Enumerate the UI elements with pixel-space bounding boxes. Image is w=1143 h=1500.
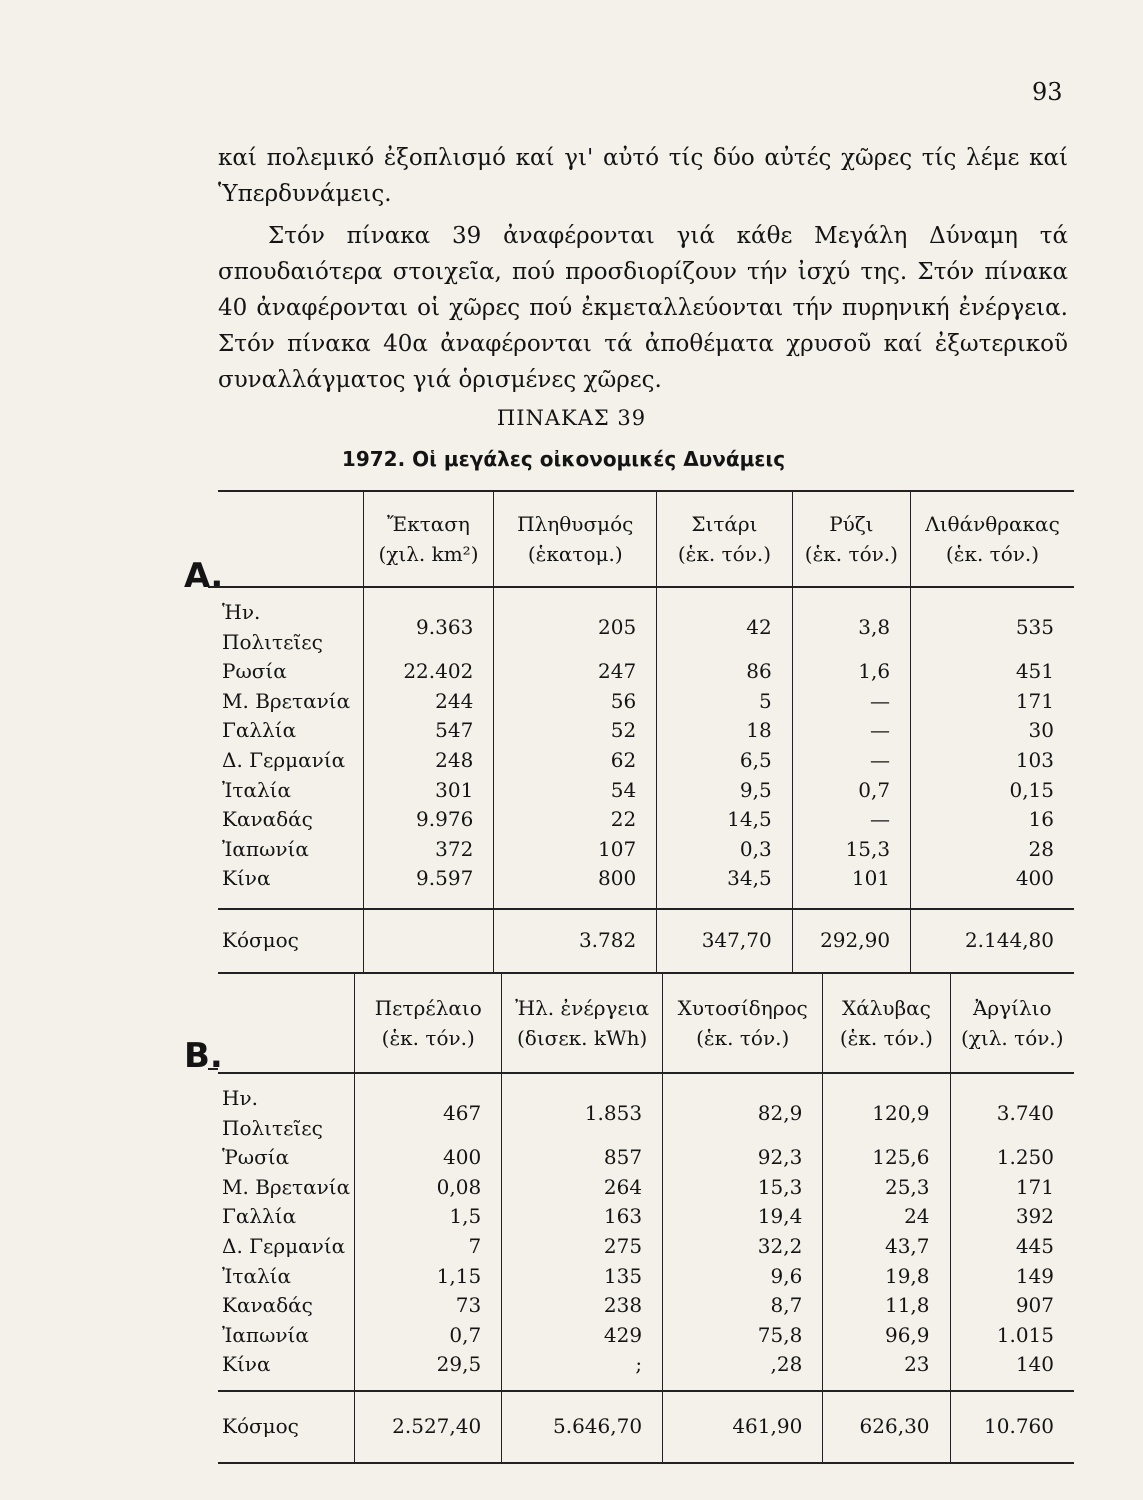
table-b-value-cell: 43,7	[823, 1232, 950, 1262]
table-b-value-cell: 171	[950, 1173, 1074, 1203]
table-b-country-cell: Μ. Βρετανία	[222, 1174, 351, 1199]
table-a-value-cell: —	[792, 805, 910, 835]
page-number: 93	[1032, 78, 1063, 106]
table-section-a	[218, 490, 1074, 974]
table-b-row	[218, 1262, 1074, 1292]
table-b-country-cell: Ἰταλία	[222, 1263, 292, 1288]
table-b-country-cell: Ῥωσία	[222, 1145, 290, 1170]
table-a-value-cell: 22	[494, 805, 657, 835]
table-a-value-cell: 22.402	[363, 657, 494, 687]
table-a-value-cell: 34,5	[657, 864, 792, 909]
table-b-value-cell: 25,3	[823, 1173, 950, 1203]
table-b-total-cell: 2.527,40	[355, 1391, 502, 1463]
table-b-value-cell: 82,9	[663, 1073, 823, 1143]
table-a-value-cell: 9.597	[363, 864, 494, 909]
table-b-value-cell: 1.853	[502, 1073, 663, 1143]
table-a-value-cell: 54	[494, 776, 657, 806]
table-b-value-cell: 92,3	[663, 1143, 823, 1173]
table-a-header-population: Πληθυσμός (ἑκατομ.)	[494, 491, 657, 587]
table-b-value-cell: 8,7	[663, 1291, 823, 1321]
table-a-value-cell: 800	[494, 864, 657, 909]
table-b-total-cell: 461,90	[663, 1391, 823, 1463]
table-a-value-cell: 6,5	[657, 746, 792, 776]
table-b-value-cell: 264	[502, 1173, 663, 1203]
table-a-header-country	[218, 491, 363, 587]
table-a-country-cell: Ἡν. Πολιτεῖες	[222, 600, 323, 654]
table-a-value-cell: 5	[657, 687, 792, 717]
table-a-value-cell: 9,5	[657, 776, 792, 806]
table-a-country-cell: Ρωσία	[222, 659, 287, 684]
table-b-value-cell: 0,08	[355, 1173, 502, 1203]
table-b-value-cell: 15,3	[663, 1173, 823, 1203]
table-a-row	[218, 805, 1074, 835]
table-b-value-cell: 1,5	[355, 1202, 502, 1232]
table-b-value-cell: 467	[355, 1073, 502, 1143]
table-b-value-cell: 125,6	[823, 1143, 950, 1173]
table-b-row	[218, 1321, 1074, 1351]
intro-paragraph: καί πολεμικό ἐξοπλισμό καί γι' αὐτό τίς δύο αὐτές χῶρες τίς λέμε καί Ὑπερδυνάμεις.	[218, 145, 1068, 207]
table-b-header-oil: Πετρέλαιο (ἑκ. τόν.)	[355, 973, 502, 1073]
table-b-value-cell: 1.015	[950, 1321, 1074, 1351]
table-a-value-cell: —	[792, 746, 910, 776]
table-b-total-row	[218, 1391, 1074, 1463]
table-a-country-cell: Μ. Βρετανία	[222, 688, 351, 713]
table-a-value-cell: 0,15	[911, 776, 1074, 806]
table-a-row	[218, 687, 1074, 717]
table-b-value-cell: 445	[950, 1232, 1074, 1262]
table-b-value-cell: 11,8	[823, 1291, 950, 1321]
table-b-value-cell: 0,7	[355, 1321, 502, 1351]
table-b-value-cell: 29,5	[355, 1350, 502, 1391]
table-b-header-steel: Χάλυβας (ἑκ. τόν.)	[823, 973, 950, 1073]
table-a-total-row	[218, 909, 1074, 973]
table-a-country-cell: Γαλλία	[222, 718, 297, 743]
table-a-header-coal: Λιθάνθρακας (ἑκ. τόν.)	[911, 491, 1074, 587]
table-a-header-wheat: Σιτάρι (ἑκ. τόν.)	[657, 491, 792, 587]
table-b-value-cell: 149	[950, 1262, 1074, 1292]
table-b-value-cell: ;	[502, 1350, 663, 1391]
table-b-header-aluminium: Ἀργίλιο (χιλ. τόν.)	[950, 973, 1074, 1073]
table-a-header-area: Ἔκταση (χιλ. km²)	[363, 491, 494, 587]
table-b-value-cell: 1.250	[950, 1143, 1074, 1173]
table-b-row	[218, 1143, 1074, 1173]
table-a-row	[218, 716, 1074, 746]
table-b-value-cell: 9,6	[663, 1262, 823, 1292]
table-b-value-cell: ,28	[663, 1350, 823, 1391]
table-a-value-cell: 0,3	[657, 835, 792, 865]
table-a-value-cell: 301	[363, 776, 494, 806]
table-a-total-cell: 292,90	[792, 909, 910, 973]
table-a-value-cell: 62	[494, 746, 657, 776]
table-a-row	[218, 776, 1074, 806]
table-a-value-cell: 244	[363, 687, 494, 717]
table-b-total-cell: 626,30	[823, 1391, 950, 1463]
table-b-country-cell: Ἰαπωνία	[222, 1322, 309, 1347]
table-b-value-cell: 19,8	[823, 1262, 950, 1292]
table-b-row	[218, 1232, 1074, 1262]
table-a-header-row	[218, 491, 1074, 587]
table-a-total-label: Κόσμος	[218, 909, 363, 973]
table-b-value-cell: 120,9	[823, 1073, 950, 1143]
table-a-value-cell: 451	[911, 657, 1074, 687]
table-a-row	[218, 657, 1074, 687]
table-b-country-cell: Ην. Πολιτεῖες	[222, 1086, 323, 1140]
table-b-country-cell: Γαλλία	[222, 1204, 297, 1229]
table-b-value-cell: 907	[950, 1291, 1074, 1321]
table-b-row	[218, 1350, 1074, 1391]
section-a-rule	[208, 586, 218, 588]
table-a-value-cell: —	[792, 687, 910, 717]
section-b-letter: Β.	[184, 1036, 223, 1076]
table-b-value-cell: 24	[823, 1202, 950, 1232]
table-a-value-cell: 205	[494, 587, 657, 657]
table-b-value-cell: 429	[502, 1321, 663, 1351]
table-a-total-cell	[363, 909, 494, 973]
table-a-row	[218, 835, 1074, 865]
table-b-value-cell: 32,2	[663, 1232, 823, 1262]
table-a-value-cell: 86	[657, 657, 792, 687]
table-b-value-cell: 163	[502, 1202, 663, 1232]
table-a-value-cell: 3,8	[792, 587, 910, 657]
table-a-value-cell: 535	[911, 587, 1074, 657]
table-b-value-cell: 19,4	[663, 1202, 823, 1232]
table-a-total-cell: 347,70	[657, 909, 792, 973]
table-b-row	[218, 1291, 1074, 1321]
table-b-row	[218, 1202, 1074, 1232]
table-b-row	[218, 1073, 1074, 1143]
table-a-value-cell: 107	[494, 835, 657, 865]
table-a-total-cell: 2.144,80	[911, 909, 1074, 973]
table-a-value-cell: 14,5	[657, 805, 792, 835]
table-b-country-cell: Κίνα	[222, 1352, 271, 1377]
table-a-value-cell: 547	[363, 716, 494, 746]
table-a-country-cell: Δ. Γερμανία	[222, 747, 346, 772]
table-b-value-cell: 238	[502, 1291, 663, 1321]
section-b-rule	[208, 1068, 218, 1070]
table-a-value-cell: 248	[363, 746, 494, 776]
table-a-value-cell: 15,3	[792, 835, 910, 865]
table-b-value-cell: 7	[355, 1232, 502, 1262]
table-a-value-cell: 28	[911, 835, 1074, 865]
table-a-header-rice: Ρύζι (ἑκ. τόν.)	[792, 491, 910, 587]
table-b-value-cell: 857	[502, 1143, 663, 1173]
section-a-letter: Α.	[184, 556, 224, 596]
table-a-value-cell: 18	[657, 716, 792, 746]
table-b-total-cell: 5.646,70	[502, 1391, 663, 1463]
table-b-value-cell: 392	[950, 1202, 1074, 1232]
table-a-value-cell: 0,7	[792, 776, 910, 806]
table-a-value-cell: 52	[494, 716, 657, 746]
table-b-header-pig-iron: Χυτοσίδηρος (ἑκ. τόν.)	[663, 973, 823, 1073]
table-a-value-cell: 103	[911, 746, 1074, 776]
table-b-value-cell: 275	[502, 1232, 663, 1262]
table-a-value-cell: 9.976	[363, 805, 494, 835]
table-b-row	[218, 1173, 1074, 1203]
table-b-header-country	[218, 973, 355, 1073]
table-a-row	[218, 587, 1074, 657]
table-b-total-cell: 10.760	[950, 1391, 1074, 1463]
table-a-country-cell: Ἰταλία	[222, 777, 292, 802]
table-b-country-cell: Δ. Γερμανία	[222, 1233, 346, 1258]
table-a-value-cell: 1,6	[792, 657, 910, 687]
table-a-value-cell: 30	[911, 716, 1074, 746]
table-a-value-cell: 400	[911, 864, 1074, 909]
table-title: ΠΙΝΑΚΑΣ 39	[496, 406, 647, 430]
table-a-value-cell: 42	[657, 587, 792, 657]
table-subtitle: 1972. Οἱ μεγάλες οἰκονομικές Δυνάμεις	[341, 447, 786, 471]
table-b-value-cell: 73	[355, 1291, 502, 1321]
table-a-row	[218, 864, 1074, 909]
table-b-value-cell: 96,9	[823, 1321, 950, 1351]
table-a-row	[218, 746, 1074, 776]
table-b-value-cell: 400	[355, 1143, 502, 1173]
table-a-value-cell: 372	[363, 835, 494, 865]
table-a-value-cell: 56	[494, 687, 657, 717]
table-a-country-cell: Κίνα	[222, 866, 271, 891]
table-b-value-cell: 140	[950, 1350, 1074, 1391]
table-a-country-cell: Καναδάς	[222, 807, 313, 832]
table-a-value-cell: 171	[911, 687, 1074, 717]
table-a-value-cell: 247	[494, 657, 657, 687]
table-a-total-cell: 3.782	[494, 909, 657, 973]
table-b-total-label: Κόσμος	[218, 1391, 355, 1463]
table-a-country-cell: Ἰαπωνία	[222, 836, 309, 861]
table-a-value-cell: 101	[792, 864, 910, 909]
table-b-value-cell: 75,8	[663, 1321, 823, 1351]
table-b-value-cell: 23	[823, 1350, 950, 1391]
table-b-header-row	[218, 973, 1074, 1073]
table-section-b	[218, 972, 1074, 1464]
table-a-value-cell: 16	[911, 805, 1074, 835]
table-reference-paragraph: Στόν πίνακα 39 ἀναφέρονται γιά κάθε Μεγάλη Δύναμη τά σπουδαιότερα στοιχεῖα, πού προσδιορίζουν τήν ἰσχύ της. Στόν πίνακα 40 ἀναφέρονται οἱ χῶρες πού ἐκμεταλλεύονται τήν πυρηνική ἐνέργεια. Στόν πίνακα 40α ἀναφέρονται τά ἀποθέματα χρυσοῦ καί ἐξωτερικοῦ συναλλάγματος γιά ὁρισμένες χῶρες.	[218, 223, 1068, 393]
table-b-value-cell: 3.740	[950, 1073, 1074, 1143]
table-b-country-cell: Καναδάς	[222, 1293, 313, 1318]
table-a-value-cell: —	[792, 716, 910, 746]
table-b-header-electricity: Ἠλ. ἐνέργεια (δισεκ. kWh)	[502, 973, 663, 1073]
table-a-value-cell: 9.363	[363, 587, 494, 657]
table-b-value-cell: 1,15	[355, 1262, 502, 1292]
table-b-value-cell: 135	[502, 1262, 663, 1292]
